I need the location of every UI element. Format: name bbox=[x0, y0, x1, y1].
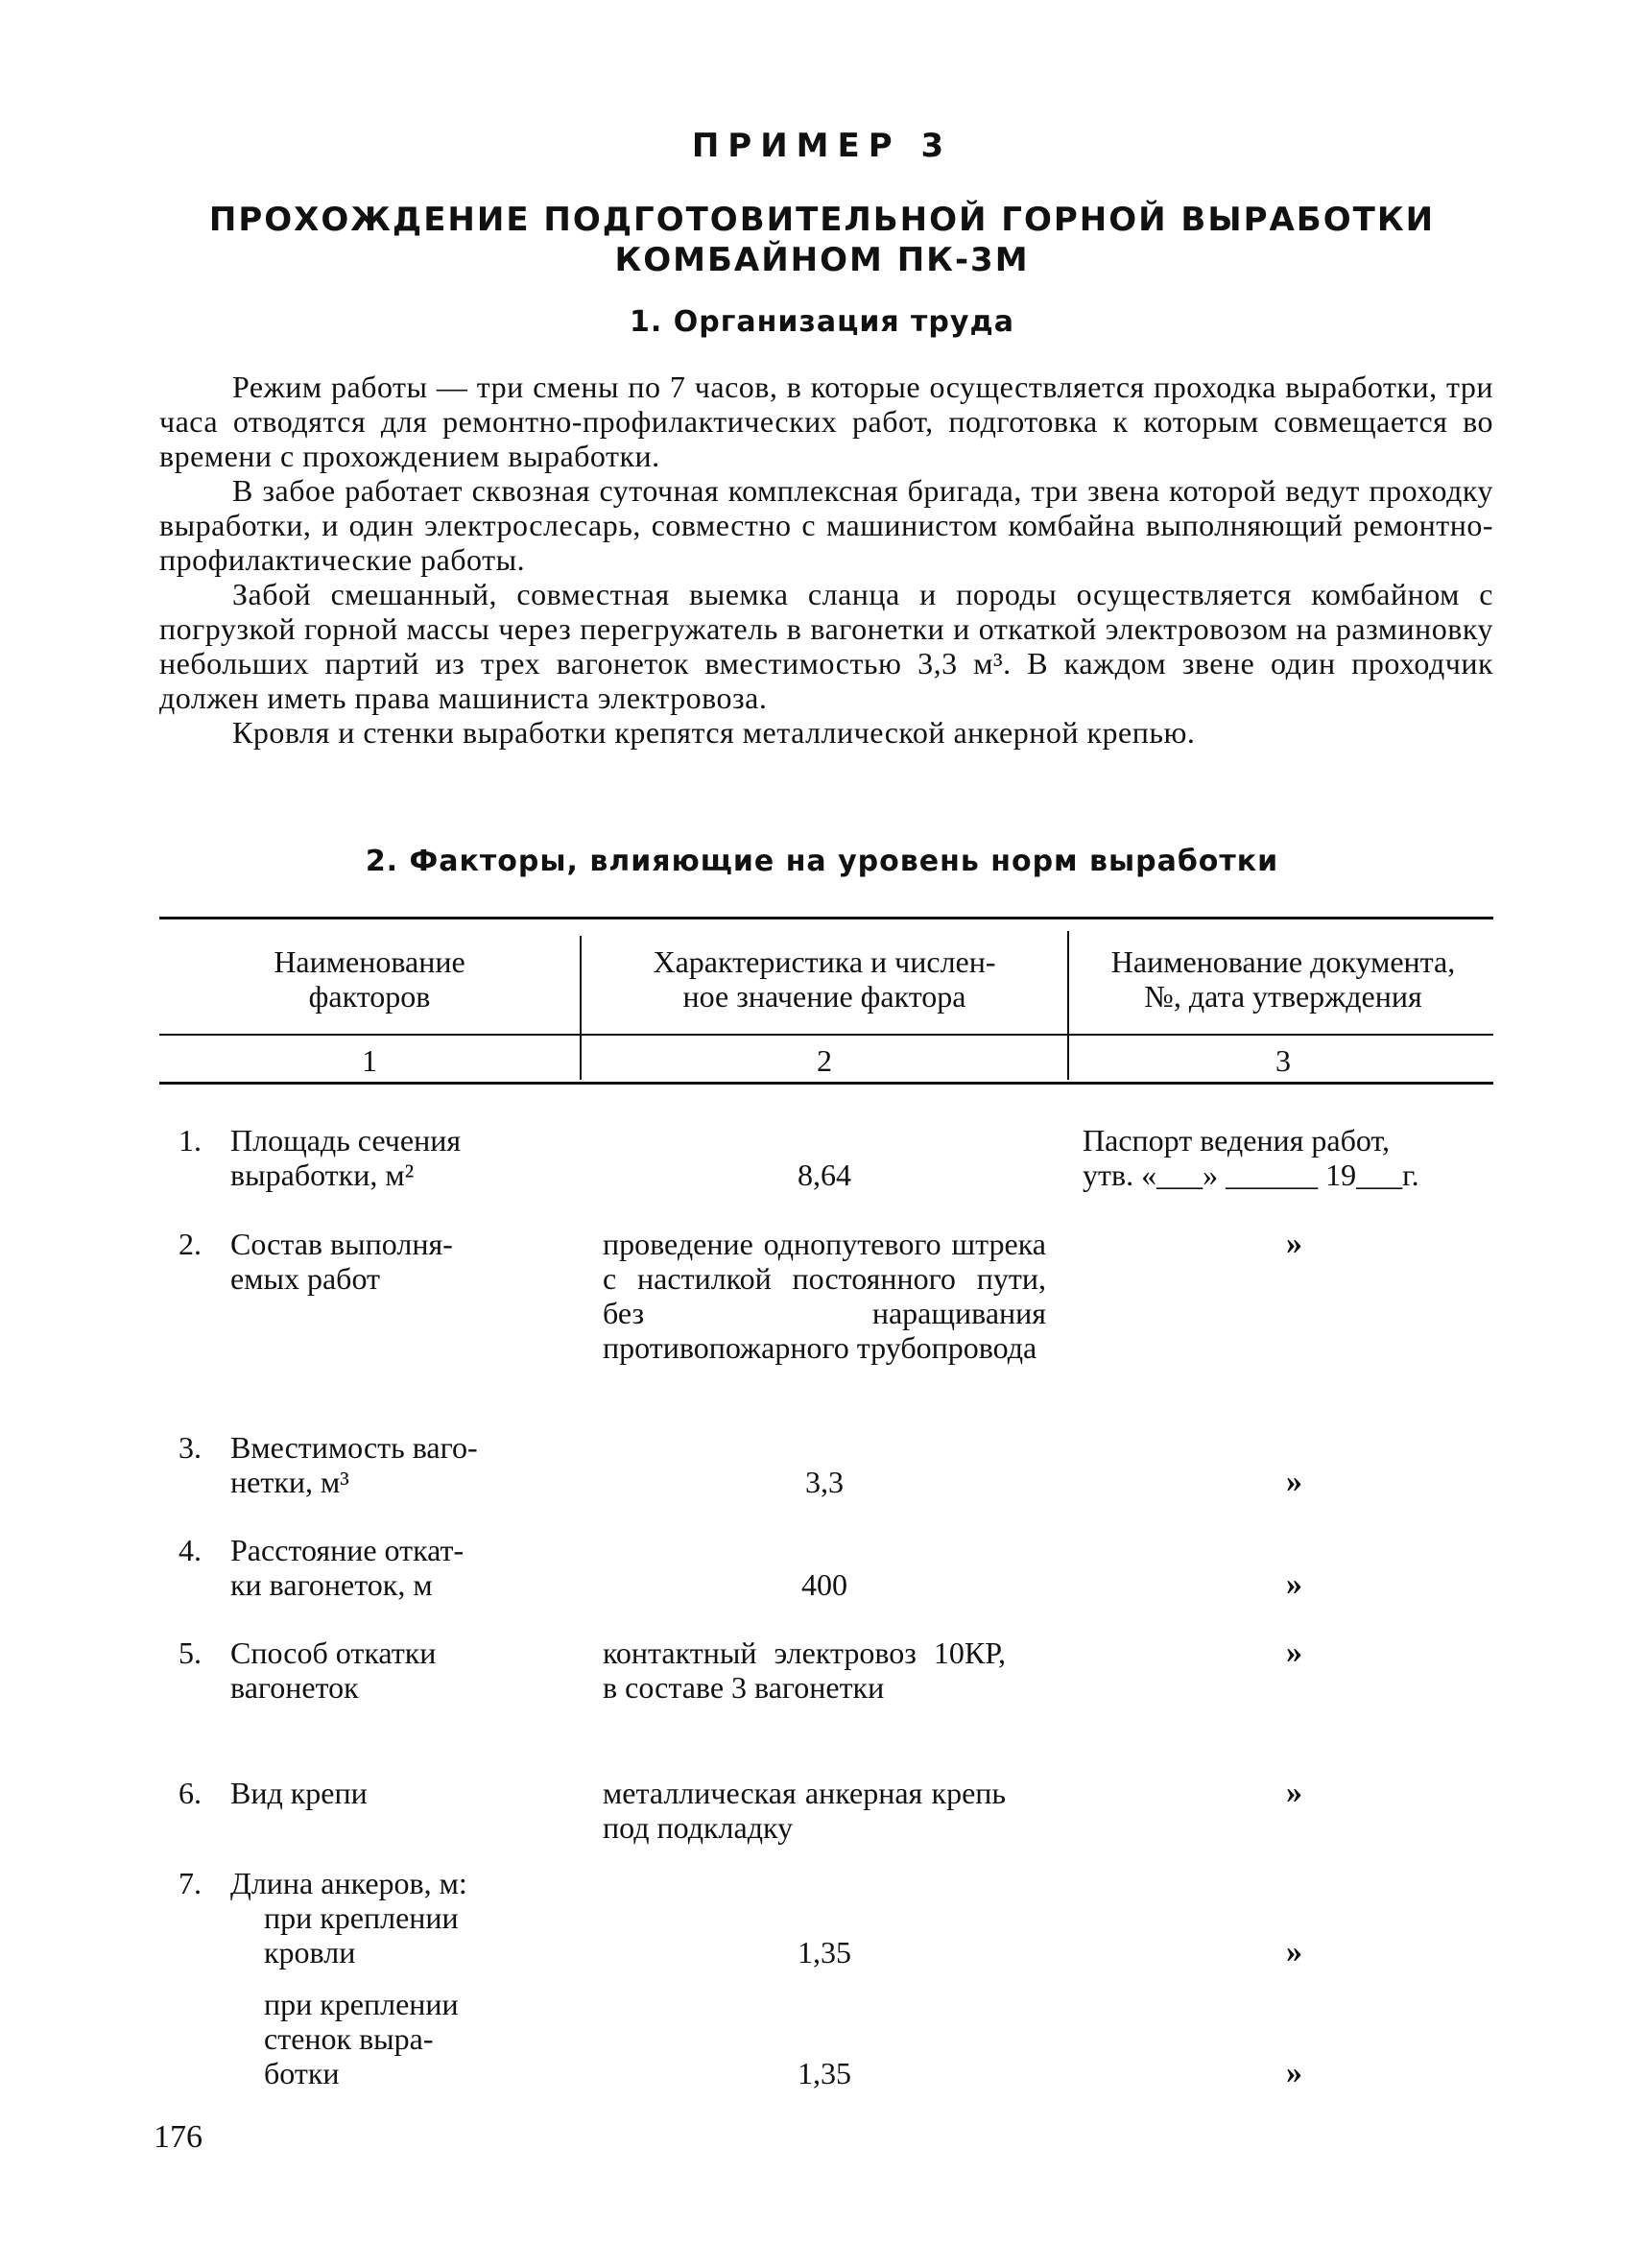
column-header-document: Наименование документа, №, дата утверждения bbox=[1110, 944, 1456, 1014]
column-number-2: 2 bbox=[817, 1043, 832, 1078]
section-title bbox=[0, 200, 1644, 280]
paragraph: Режим работы — три смены по 7 часов, в которые осуществляется проходка выработки, три часа отводятся для ремонтно-профилактических работ, подготовка к которым совмещается во времени с прохождением выработки. bbox=[159, 370, 1493, 473]
example-title: ПРИМЕР 3 bbox=[691, 127, 953, 165]
column-header-characteristic: Характеристика и числен- ное значение фактора bbox=[653, 944, 996, 1014]
section2-heading: 2. Факторы, влияющие на уровень норм выработки bbox=[365, 845, 1279, 878]
page-number: 176 bbox=[154, 2119, 203, 2155]
paragraph: В забое работает сквозная суточная комплексная бригада, три звена которой ведут проходку выработки, и один электрослесарь, совместно с машинистом комбайна выполняющий ремонтно-профилактические работы. bbox=[159, 473, 1493, 577]
section-title-line-1: ПРОХОЖДЕНИЕ ПОДГОТОВИТЕЛЬНОЙ ГОРНОЙ ВЫРАБОТКИ bbox=[208, 201, 1436, 239]
table-header-rule bbox=[159, 1034, 1493, 1036]
document-page: ПРИМЕР 3 ПРОХОЖДЕНИЕ ПОДГОТОВИТЕЛЬНОЙ ГОРНОЙ ВЫРАБОТКИ КОМБАЙНОМ ПК-3М 1. Организация труда Режим работы — три смены по 7 часов, в которые осуществляется проходка выработки, три часа отводятся для ремонтно-профилактических работ, подготовка к которым совмещается во времени с прохождением выработки. В забое работает сквозная суточная комплексная бригада, три звена которой ведут проходку выработки, и один электрослесарь, совместно с машинистом комбайна выполняющий ремонтно-профилактические работы. Забой смешанный, совместная выемка сланца и породы осуществляется комбайном с погрузкой горной массы через перегружатель в вагонетки и откаткой электровозом на разминовку небольших партий из трех вагонеток вместимостью 3,3 м³. В каждом звене один проходчик должен иметь права машиниста электровоза. Кровля и стенки выработки крепятся металлической анкерной крепью. 2. Факторы, влияющие на уровень норм выработки Наименование факторов Характеристика и числен- ное значение фактора Наименование документа, №, дата утверждения 1 2 3 1. Площадь сечения выработки, м² 8,64 Паспорт ведения работ, утв. «___» ______ 19___г. 2. Состав выполня- емых работ проведение однопутевого штрека с настилкой постоянного пути, без наращивания противопожарного трубопровода » 3. Вместимость ваго- нетки, м³ 3,3 » 4. Расстояние откат- ки вагонеток, м 400 » 5. Способ откатки вагонеток контактный электровоз 10КР, в составе 3 вагонетки » 6. Вид крепи металлическая анкерная крепь под подкладку » 7. Длина анкеров, м: при креплении кровли 1,35 » при креплении стенок выра- ботки 1,35 » 176 bbox=[0, 0, 1644, 2268]
paragraph: Забой смешанный, совместная выемка сланца и породы осуществляется комбайном с погрузкой горной массы через перегружатель в вагонетки и откаткой электровозом на разминовку небольших партий из трех вагонеток вместимостью 3,3 м³. В каждом звене один проходчик должен иметь права машиниста электровоза. bbox=[159, 577, 1493, 715]
section1-heading: 1. Организация труда bbox=[630, 305, 1014, 339]
column-header-factors: Наименование факторов bbox=[274, 944, 465, 1014]
table-number-rule bbox=[159, 1082, 1493, 1085]
paragraph: Кровля и стенки выработки крепятся металлической анкерной крепью. bbox=[232, 715, 1196, 750]
table-top-rule bbox=[159, 917, 1493, 919]
section1-body bbox=[159, 370, 1493, 750]
column-number-1: 1 bbox=[362, 1043, 377, 1078]
column-number-3: 3 bbox=[1275, 1043, 1291, 1078]
section-title-line-2: КОМБАЙНОМ ПК-3М bbox=[614, 241, 1030, 279]
